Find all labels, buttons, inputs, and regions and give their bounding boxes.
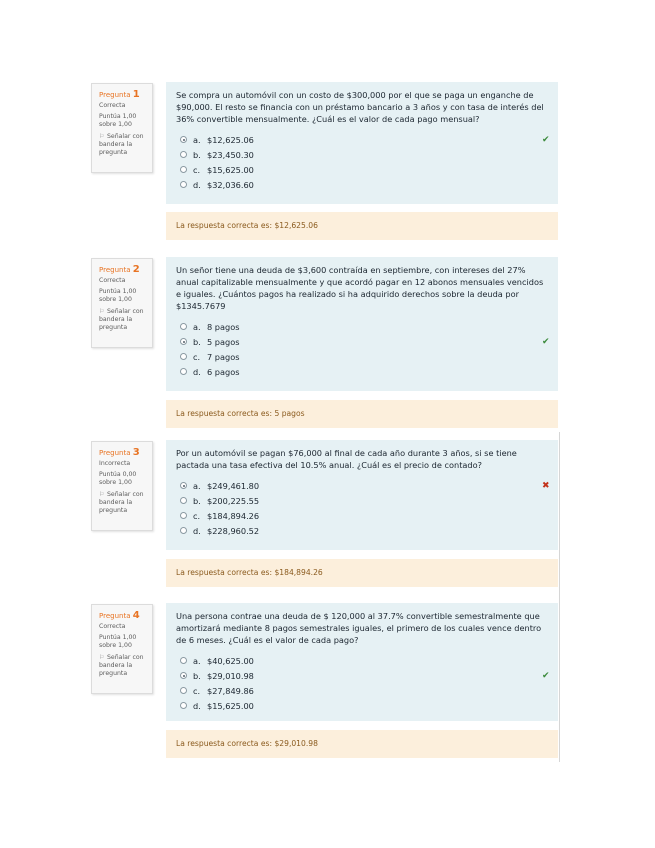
flag-question-link[interactable] — [99, 308, 148, 332]
radio-button[interactable] — [180, 657, 187, 664]
option-text: 6 pagos — [207, 367, 240, 377]
question-state: Correcta — [99, 277, 126, 284]
right-answer-feedback: La respuesta correcta es: $184,894.26 — [166, 559, 558, 587]
question-info-panel — [91, 83, 153, 173]
question-formulation — [166, 82, 558, 204]
question-text: Se compra un automóvil con un costo de $300,000 por el que se paga un enganche de $90,000. El resto se financia con un préstamo bancario a 3 años y con tasa de interés del 36% convertible mensualmente. ¿Cuál es el valor de cada pago mensual? — [176, 90, 544, 124]
answer-option[interactable] — [176, 320, 548, 335]
flag-label: Señalar con bandera la pregunta — [99, 654, 144, 677]
radio-button[interactable] — [180, 672, 187, 679]
flag-question-link[interactable] — [99, 133, 148, 157]
option-letter: d. — [193, 367, 201, 377]
answer-option[interactable] — [176, 163, 548, 178]
option-letter: b. — [193, 337, 201, 347]
option-text: $184,894.26 — [207, 511, 260, 521]
option-letter: c. — [193, 686, 201, 696]
option-text: $12,625.06 — [207, 135, 254, 145]
option-text: $27,849.86 — [207, 686, 254, 696]
question-formulation — [166, 257, 558, 391]
option-text: 8 pagos — [207, 322, 240, 332]
option-letter: b. — [193, 671, 201, 681]
answer-options — [176, 133, 548, 193]
check-mark-icon: ✔ — [542, 337, 550, 347]
page-divider-line — [559, 432, 560, 762]
answer-option[interactable] — [176, 654, 548, 669]
question-number — [99, 447, 148, 459]
flag-icon: ⚐ — [99, 491, 105, 498]
flag-icon: ⚐ — [99, 654, 105, 661]
question-number-value: 2 — [132, 264, 140, 275]
question-info-panel — [91, 258, 153, 348]
question-state: Correcta — [99, 102, 126, 109]
option-letter: c. — [193, 165, 201, 175]
question-number-value: 1 — [132, 89, 140, 100]
option-letter: a. — [193, 322, 201, 332]
check-mark-icon: ✔ — [542, 135, 550, 145]
question-number — [99, 610, 148, 622]
flag-label: Señalar con bandera la pregunta — [99, 308, 144, 331]
option-letter: d. — [193, 180, 201, 190]
radio-button[interactable] — [180, 181, 187, 188]
radio-button[interactable] — [180, 527, 187, 534]
check-mark-icon: ✔ — [542, 671, 550, 681]
radio-button[interactable] — [180, 687, 187, 694]
radio-button[interactable] — [180, 482, 187, 489]
radio-button[interactable] — [180, 512, 187, 519]
right-answer-feedback: La respuesta correcta es: $29,010.98 — [166, 730, 558, 758]
option-text: $40,625.00 — [207, 656, 254, 666]
option-text: $32,036.60 — [207, 180, 254, 190]
question-mark: Puntúa 1,00 sobre 1,00 — [99, 634, 137, 649]
radio-button[interactable] — [180, 136, 187, 143]
cross-mark-icon: ✖ — [542, 481, 550, 491]
option-letter: c. — [193, 352, 201, 362]
question-info-panel — [91, 441, 153, 531]
answer-option[interactable] — [176, 365, 548, 380]
flag-question-link[interactable] — [99, 491, 148, 515]
answer-option[interactable] — [176, 335, 548, 350]
option-text: $29,010.98 — [207, 671, 254, 681]
answer-option[interactable] — [176, 494, 548, 509]
option-letter: a. — [193, 481, 201, 491]
question-state: Incorrecta — [99, 460, 131, 467]
question-text: Una persona contrae una deuda de $ 120,000 al 37.7% convertible semestralmente que amortizará mediante 8 pagos semestrales iguales, el primero de los cuales vence dentro de 6 meses. ¿Cuál es el valor de cada pago? — [176, 611, 542, 645]
option-text: $200,225.55 — [207, 496, 260, 506]
answer-options — [176, 320, 548, 380]
right-answer-feedback: La respuesta correcta es: $12,625.06 — [166, 212, 558, 240]
option-text: $15,625.00 — [207, 165, 254, 175]
answer-option[interactable] — [176, 524, 548, 539]
answer-options — [176, 654, 548, 714]
flag-icon: ⚐ — [99, 308, 105, 315]
option-letter: c. — [193, 511, 201, 521]
answer-option[interactable] — [176, 509, 548, 524]
answer-options — [176, 479, 548, 539]
question-formulation — [166, 440, 558, 550]
answer-option[interactable] — [176, 133, 548, 148]
question-text: Un señor tiene una deuda de $3,600 contraída en septiembre, con intereses del 27% anual capitalizable mensualmente y que acordó pagar en 12 abonos mensuales vencidos e iguales. ¿Cuántos pagos ha realizado si ha adquirido derechos sobre la deuda por $1345.7679 — [176, 265, 544, 311]
radio-button[interactable] — [180, 702, 187, 709]
flag-label: Señalar con bandera la pregunta — [99, 491, 144, 514]
answer-option[interactable] — [176, 350, 548, 365]
answer-option[interactable] — [176, 684, 548, 699]
question-label: Pregunta — [99, 266, 131, 274]
option-text: $249,461.80 — [207, 481, 260, 491]
radio-button[interactable] — [180, 338, 187, 345]
question-label: Pregunta — [99, 612, 131, 620]
option-letter: d. — [193, 701, 201, 711]
option-text: $228,960.52 — [207, 526, 260, 536]
question-info-panel — [91, 604, 153, 694]
option-text: 5 pagos — [207, 337, 240, 347]
question-number — [99, 264, 148, 276]
answer-option[interactable] — [176, 699, 548, 714]
question-number-value: 3 — [132, 447, 140, 458]
question-mark: Puntúa 1,00 sobre 1,00 — [99, 113, 137, 128]
radio-button[interactable] — [180, 166, 187, 173]
question-label: Pregunta — [99, 91, 131, 99]
option-letter: b. — [193, 150, 201, 160]
option-text: $15,625.00 — [207, 701, 254, 711]
option-letter: a. — [193, 656, 201, 666]
question-mark: Puntúa 1,00 sobre 1,00 — [99, 288, 137, 303]
radio-button[interactable] — [180, 497, 187, 504]
option-letter: b. — [193, 496, 201, 506]
flag-label: Señalar con bandera la pregunta — [99, 133, 144, 156]
question-text: Por un automóvil se pagan $76,000 al final de cada año durante 3 años, si se tiene pactada una tasa efectiva del 10.5% anual. ¿Cuál es el precio de contado? — [176, 448, 517, 470]
answer-option[interactable] — [176, 479, 548, 494]
flag-icon: ⚐ — [99, 133, 105, 140]
answer-option[interactable] — [176, 669, 548, 684]
radio-button[interactable] — [180, 368, 187, 375]
question-label: Pregunta — [99, 449, 131, 457]
question-state: Correcta — [99, 623, 126, 630]
option-letter: a. — [193, 135, 201, 145]
question-formulation — [166, 603, 558, 721]
question-mark: Puntúa 0,00 sobre 1,00 — [99, 471, 137, 486]
radio-button[interactable] — [180, 353, 187, 360]
option-text: $23,450.30 — [207, 150, 254, 160]
question-number — [99, 89, 148, 101]
option-letter: d. — [193, 526, 201, 536]
radio-button[interactable] — [180, 323, 187, 330]
answer-option[interactable] — [176, 178, 548, 193]
right-answer-feedback: La respuesta correcta es: 5 pagos — [166, 400, 558, 428]
radio-button[interactable] — [180, 151, 187, 158]
question-number-value: 4 — [132, 610, 140, 621]
answer-option[interactable] — [176, 148, 548, 163]
option-text: 7 pagos — [207, 352, 240, 362]
flag-question-link[interactable] — [99, 654, 148, 678]
